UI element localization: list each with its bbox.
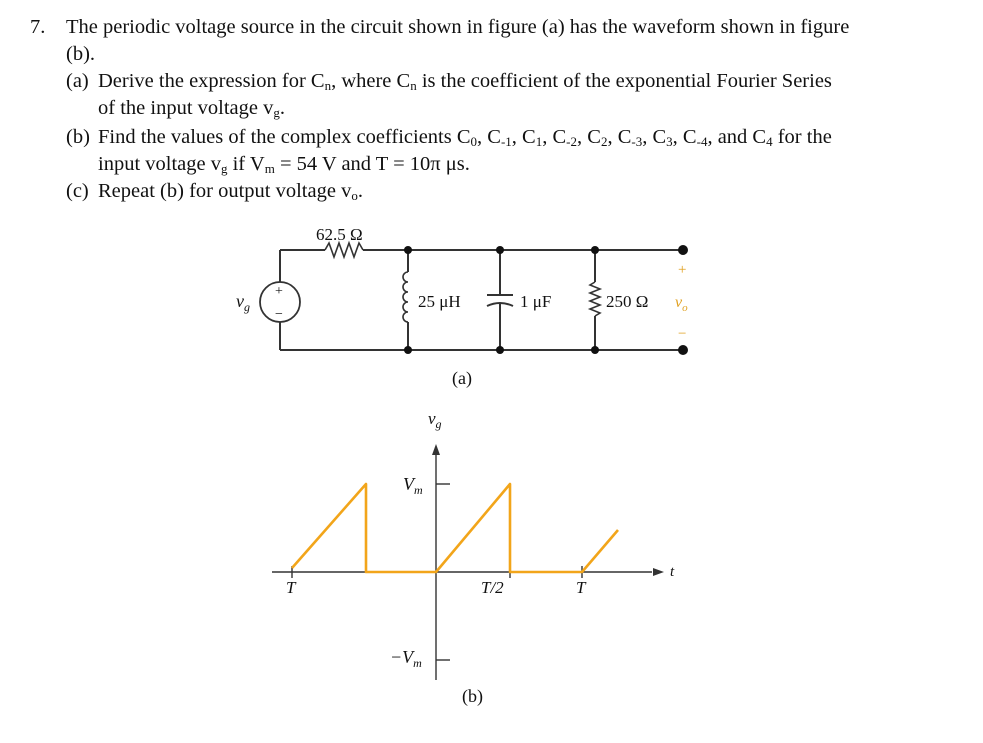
- source-plus-sign: +: [275, 284, 283, 299]
- T-tick-label: T: [576, 578, 586, 597]
- output-terminal-bottom: [678, 345, 688, 355]
- x-axis-arrow: [653, 568, 664, 576]
- waveform-trace: [292, 484, 618, 572]
- output-label: $v_o$: [675, 294, 688, 314]
- part-a-label: (a): [66, 70, 89, 92]
- problem-number: 7.: [30, 16, 46, 38]
- series-resistor-value: 62.5 Ω: [316, 225, 363, 244]
- half-T-tick-label: T/2: [481, 578, 504, 597]
- part-a-line2: of the input voltage $v_g$.: [98, 97, 285, 120]
- output-minus-sign: −: [678, 326, 687, 342]
- source-minus-sign: −: [275, 307, 283, 322]
- part-a-line1: Derive the expression for $C_n$, where $C_n$ is the coefficient of the exponential Fourier Series: [98, 70, 832, 93]
- problem-intro-line2: (b).: [66, 43, 96, 65]
- neg-T-tick-label: T: [286, 578, 296, 597]
- source-label: $v_g$: [236, 291, 250, 314]
- vm-tick-label: $V_m$: [403, 474, 423, 497]
- y-axis-arrow: [432, 444, 440, 455]
- part-b-line1: Find the values of the complex coefficients $C_0$, $C_{-1}$, $C_1$, $C_{-2}$, $C_2$, $C_{-3}$, $C_3$, $C_{-4}$, and $C_4$ for the: [98, 126, 832, 149]
- series-resistor-zigzag: [325, 243, 363, 257]
- inductor-value: 25 μH: [418, 292, 461, 311]
- part-c-label: (c): [66, 180, 89, 202]
- waveform-axes: [272, 450, 652, 680]
- part-b-line2: input voltage $v_g$ if $V_m = 54$ V and T = 10π μs.: [98, 153, 470, 176]
- load-resistor-zigzag: [590, 282, 600, 316]
- output-plus-sign: +: [678, 262, 687, 278]
- figure-a-caption: (a): [452, 368, 472, 388]
- figure-b-caption: (b): [462, 686, 483, 706]
- part-b-label: (b): [66, 126, 90, 148]
- x-axis-label: t: [670, 564, 675, 580]
- load-resistor-value: 250 Ω: [606, 292, 649, 311]
- capacitor-value: 1 μF: [520, 292, 552, 311]
- y-axis-label: $v_g$: [428, 409, 442, 431]
- output-terminal-top: [678, 245, 688, 255]
- part-c-line1: Repeat (b) for output voltage $v_o$.: [98, 180, 363, 203]
- problem-intro-line1: The periodic voltage source in the circuit shown in figure (a) has the waveform shown in figure: [66, 16, 850, 38]
- inductor-coil: [403, 272, 408, 322]
- neg-vm-tick-label: $-V_m$: [390, 647, 422, 670]
